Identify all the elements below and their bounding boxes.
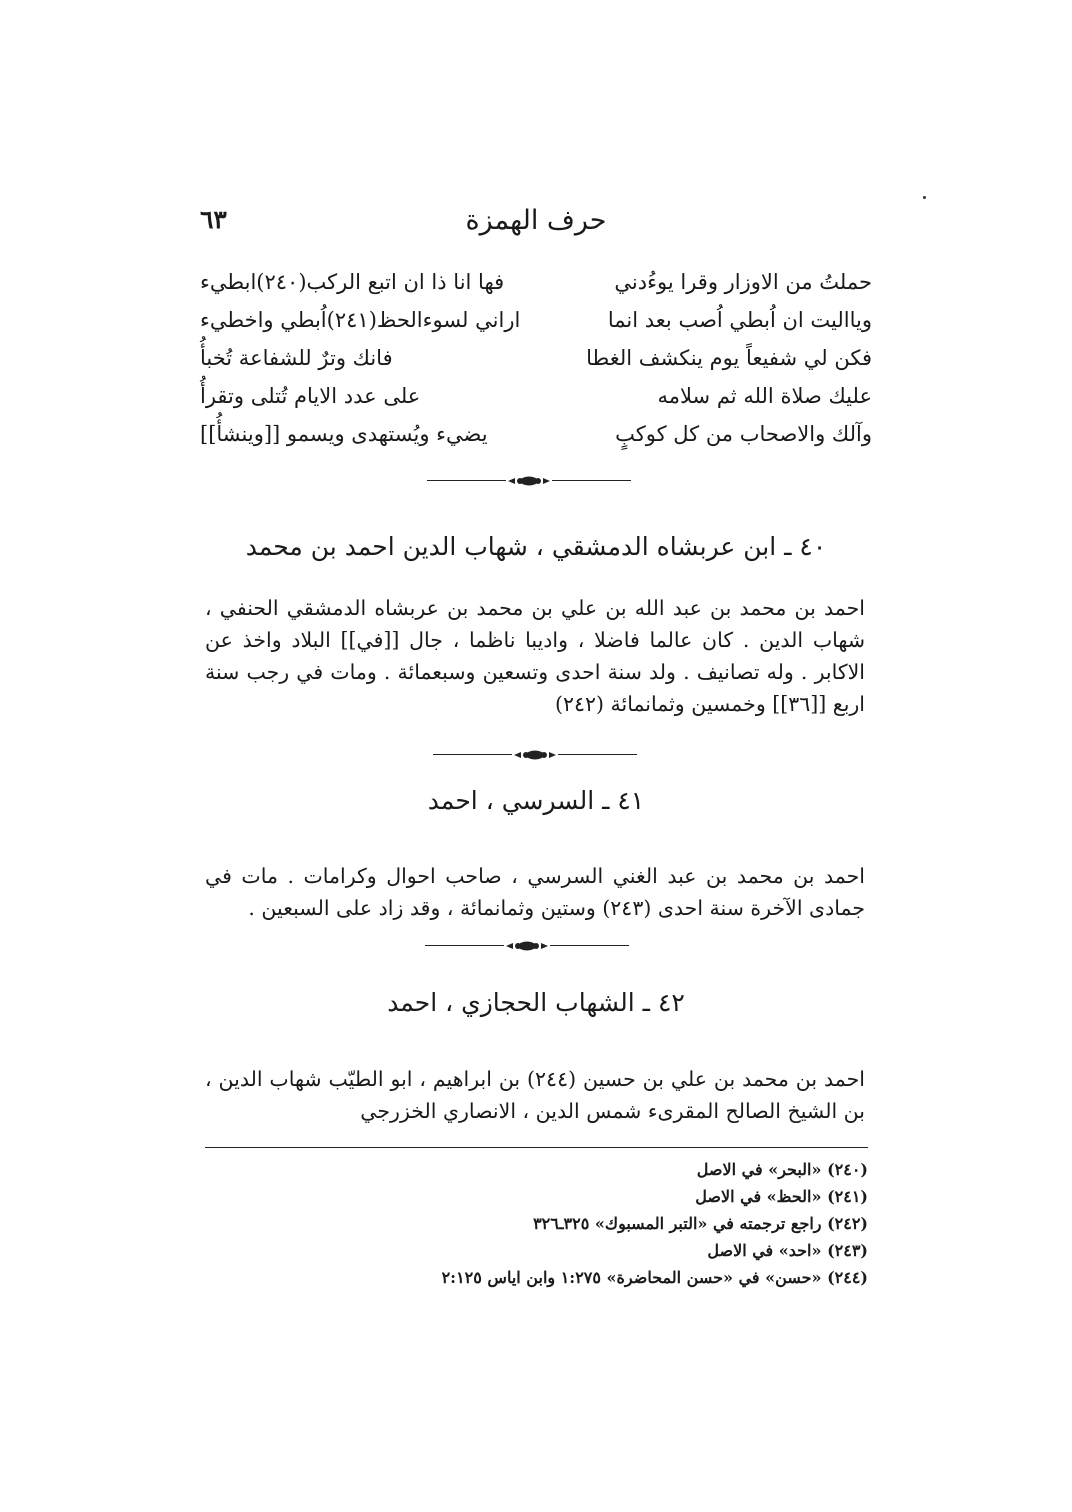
entry-body: احمد بن محمد بن علي بن حسين (٢٤٤) بن ابراهيم ، ابو الطيّب شهاب الدين ، بن الشيخ الصالح المقرىء شمس الدين ، الانصاري الخزرجي (205, 1067, 865, 1123)
verse-second-hemistich: يضيء ويُستهدى ويسمو [[وينشأُ]] (200, 422, 488, 446)
verse-line (200, 308, 872, 346)
footnote: (٢٤٠) «البحر» في الاصل (696, 1160, 868, 1179)
entry-title: ٤٠ ـ ابن عربشاه الدمشقي ، شهاب الدين احمد بن محمد (245, 532, 827, 561)
poem (200, 270, 872, 460)
entry-body: احمد بن محمد بن عبد الله بن علي بن محمد بن عربشاه الدمشقي الحنفي ، شهاب الدين . كان عالما فاضلا ، واديبا ناظما ، جال [[في]] البلاد واخذ عن الاكابر . وله تصانيف . ولد سنة احدى وتسعين وسبعمائة . ومات في رجب سنة اربع [[٣٦]] وخمسين وثمانمائة (٢٤٢) (205, 596, 865, 716)
footnote-rule (205, 1147, 868, 1148)
ornamental-divider (427, 474, 631, 488)
verse-line (200, 346, 872, 384)
ink-speck (923, 196, 926, 199)
entry-body: احمد بن محمد بن عبد الغني السرسي ، صاحب احوال وكرامات . مات في جمادى الآخرة سنة احدى (٢٤٣) وستين وثمانمائة ، وقد زاد على السبعين . (205, 864, 865, 920)
footnote: (٢٤١) «الحظ» في الاصل (695, 1187, 868, 1206)
verse-first-hemistich: وآلك والاصحاب من كل كوكبٍ (615, 422, 872, 446)
footnote: (٢٤٣) «احد» في الاصل (707, 1241, 868, 1260)
running-head (200, 205, 872, 245)
ornament-knot-icon (506, 475, 552, 487)
verse-first-hemistich: حملتُ من الاوزار وقرا يوءُدني (614, 270, 872, 294)
ornament-knot-icon (512, 749, 558, 761)
footnote: (٢٤٢) راجع ترجمته في «التبر المسبوك» ٣٢٥ـ٣٢٦ (533, 1214, 868, 1233)
ornamental-divider (425, 939, 629, 953)
verse-second-hemistich: على عدد الايام تُتلى وتقرأُ (200, 384, 421, 408)
ornament-knot-icon (504, 940, 550, 952)
entry-title: ٤٢ ـ الشهاب الحجازي ، احمد (387, 988, 685, 1017)
verse-first-hemistich: ويااليت ان اُبطي اُصب بعد انما (607, 308, 872, 332)
verse-line (200, 422, 872, 460)
verse-first-hemistich: عليك صلاة الله ثم سلامه (657, 384, 872, 408)
verse-second-hemistich: فانك وترٌ للشفاعة تُخبأُ (200, 346, 393, 370)
running-title: حرف الهمزة (465, 205, 607, 236)
verse-second-hemistich: اراني لسوءالحظ(٢٤١)اُبطي واخطيء (200, 308, 521, 332)
verse-line (200, 384, 872, 422)
verse-second-hemistich: فها انا ذا ان اتبع الركب(٢٤٠)ابطيء (200, 270, 505, 294)
verse-first-hemistich: فكن لي شفيعاً يوم ينكشف الغطا (586, 346, 872, 370)
footnotes (205, 1156, 868, 1291)
verse-line (200, 270, 872, 308)
entry-title: ٤١ ـ السرسي ، احمد (427, 786, 645, 815)
ornamental-divider (433, 748, 637, 762)
footnote: (٢٤٤) «حسن» في «حسن المحاضرة» ١:٢٧٥ وابن اياس ٢:١٢٥ (441, 1268, 868, 1287)
page-number: ٦٣ (200, 205, 227, 234)
